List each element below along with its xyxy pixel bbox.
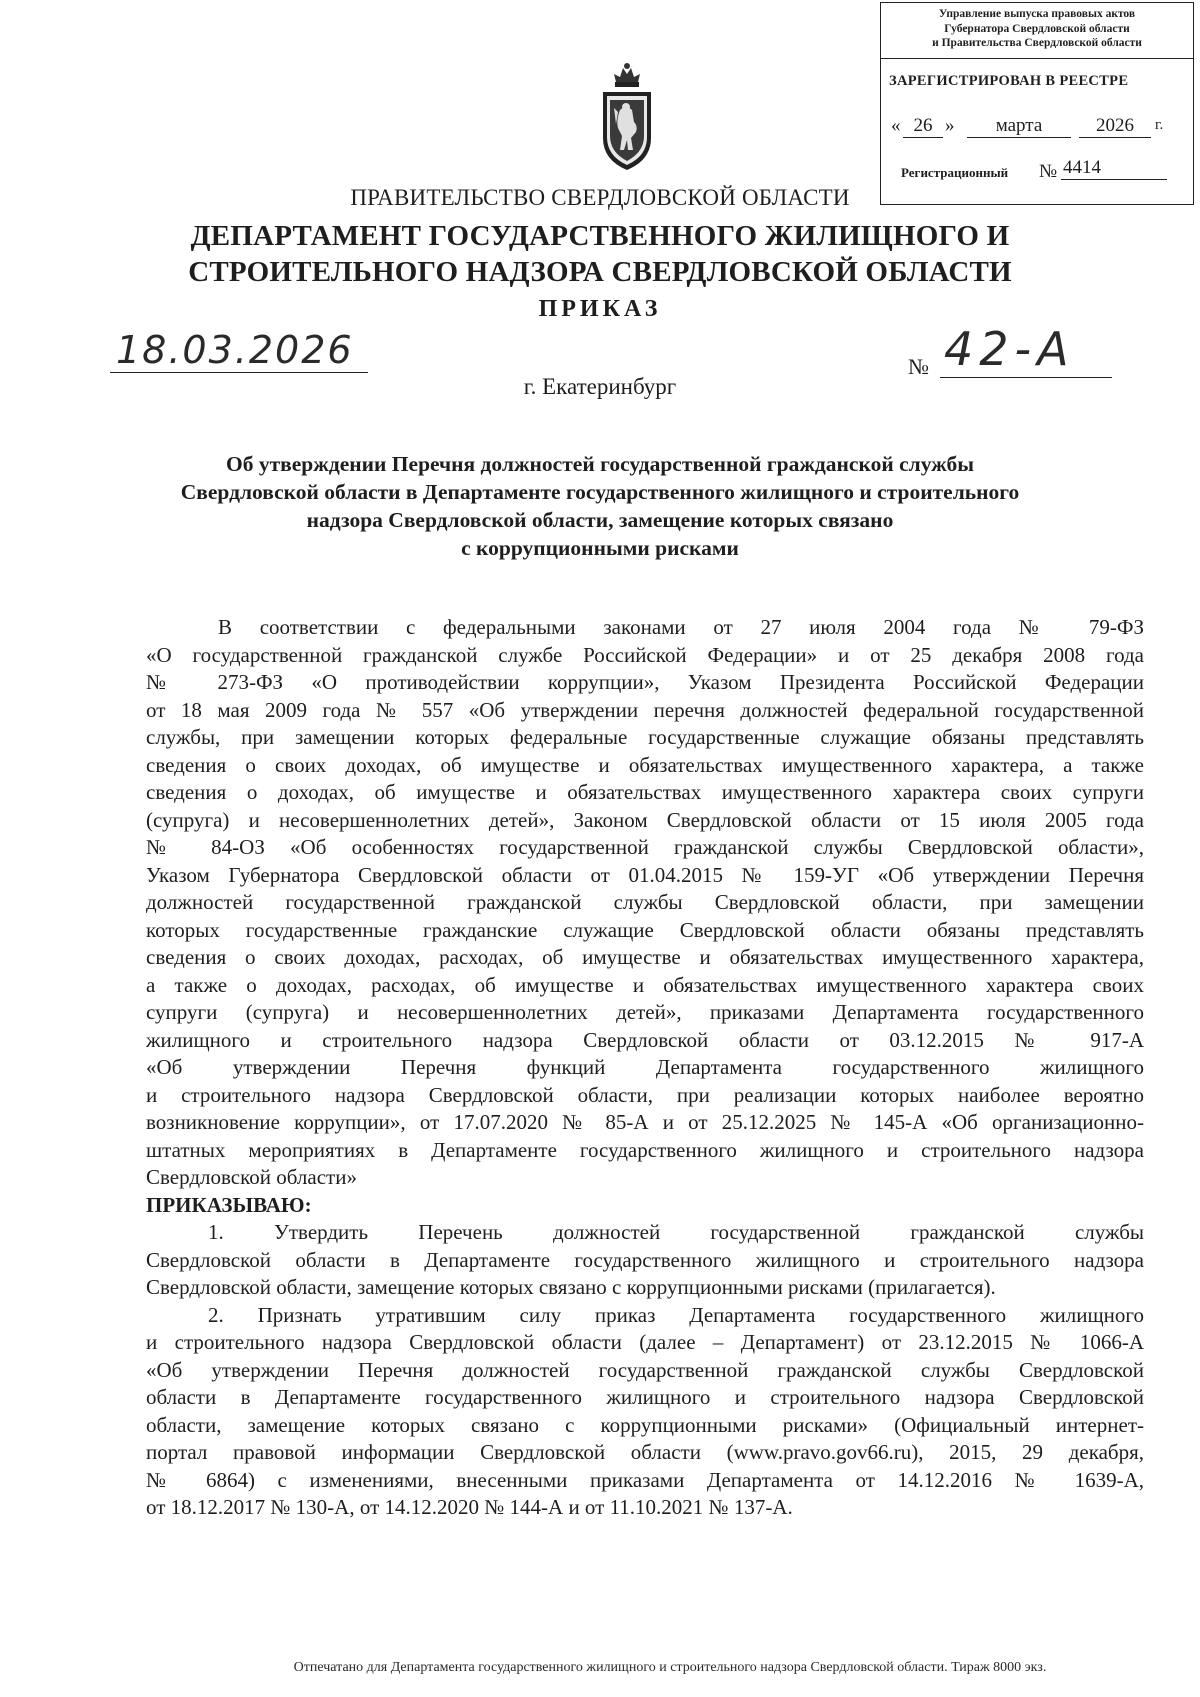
number-sign: №	[908, 354, 929, 379]
text-line: которых государственные гражданские служащие Свердловской области обязаны представлять	[146, 917, 1144, 942]
text-line: и строительного надзора Свердловской области, при реализации которых наиболее вероятно	[146, 1082, 1144, 1107]
item-2-line: области, замещение которых связано с коррупционными рисками» (Официальный интернет-	[146, 1412, 1144, 1437]
stamp-date-close-quote: »	[945, 115, 955, 136]
stamp-regno-value: 4414	[1061, 157, 1167, 180]
print-footer: Отпечатано для Департамента государственного жилищного и строительного надзора Свердловской области. Тираж 8000 экз.	[293, 1660, 1047, 1675]
registration-stamp	[880, 2, 1194, 205]
text-line: «О государственной гражданской службе Российской Федерации» и от 25 декабря 2008 года	[146, 642, 1144, 667]
text-line: сведения о доходах, об имуществе и обязательствах имущественного характера своих супруги	[146, 780, 1144, 804]
stamp-header-line: Губернатора Свердловской области	[944, 22, 1130, 35]
item-2-line: и строительного надзора Свердловской области (далее – Департамент) от 23.12.2015 № 1066-А	[146, 1330, 1144, 1354]
coat-of-arms-icon	[598, 60, 656, 175]
handwritten-date: 18.03.2026	[116, 328, 354, 372]
department-name-line: СТРОИТЕЛЬНОГО НАДЗОРА СВЕРДЛОВСКОЙ ОБЛАСТИ	[188, 256, 1012, 288]
stamp-date	[891, 115, 1191, 139]
text-line: (супруга) и несовершеннолетних детей», Законом Свердловской области от 15 июля 2005 года	[146, 807, 1144, 832]
department-name-line: ДЕПАРТАМЕНТ ГОСУДАРСТВЕННОГО ЖИЛИЩНОГО И	[190, 220, 1010, 252]
item-2-line: «Об утверждении Перечня должностей государственной гражданской службы Свердловской	[146, 1357, 1144, 1382]
stamp-date-day: 26	[903, 115, 943, 138]
stamp-registered-label: ЗАРЕГИСТРИРОВАН В РЕЕСТРЕ	[889, 73, 1129, 89]
item-1-line: Свердловской области в Департаменте государственного жилищного и строительного надзора	[146, 1247, 1144, 1272]
item-2-line: области в Департаменте государственного жилищного и строительного надзора Свердловской	[146, 1385, 1144, 1409]
stamp-header	[881, 3, 1193, 59]
stamp-registration-number	[901, 157, 1191, 185]
item-2-line: 2. Признать утратившим силу приказ Департамента государственного жилищного	[208, 1302, 1144, 1327]
item-2-line: портал правовой информации Свердловской области (www.pravo.gov66.ru), 2015, 29 декабря,	[146, 1440, 1144, 1464]
text-line: № 273-ФЗ «О противодействии коррупции», Указом Президента Российской Федерации	[146, 670, 1144, 694]
text-line: Указом Губернатора Свердловской области от 01.04.2015 № 159-УГ «Об утверждении Перечня	[146, 862, 1144, 887]
text-line: службы, при замещении которых федеральные государственные служащие обязаны представлять	[146, 725, 1144, 749]
stamp-header-line: Управление выпуска правовых актов	[938, 8, 1136, 20]
text-line: Свердловской области»	[146, 1165, 357, 1189]
text-line: должностей государственной гражданской службы Свердловской области, при замещении	[146, 890, 1144, 914]
title-line: Об утверждении Перечня должностей государственной гражданской службы	[225, 452, 975, 476]
item-2-line: от 18.12.2017 № 130-А, от 14.12.2020 № 144-А и от 11.10.2021 № 137-А.	[146, 1495, 793, 1519]
document-type: ПРИКАЗ	[538, 296, 662, 322]
city: г. Екатеринбург	[523, 374, 677, 399]
government-name: ПРАВИТЕЛЬСТВО СВЕРДЛОВСКОЙ ОБЛАСТИ	[350, 185, 850, 210]
order-word: ПРИКАЗЫВАЮ:	[146, 1192, 312, 1217]
document-title	[0, 450, 1200, 562]
stamp-regno-sign: №	[1039, 161, 1058, 182]
text-line: возникновение коррупции», от 17.07.2020 № 85-А и от 25.12.2025 № 145-А «Об организационно-	[146, 1110, 1144, 1134]
preamble-paragraph	[146, 614, 1144, 1522]
title-line: Свердловской области в Департаменте государственного жилищного и строительного	[180, 480, 1020, 504]
text-line: сведения о своих доходах, об имуществе и обязательствах имущественного характера, а также	[146, 752, 1144, 777]
department-name	[0, 218, 1200, 290]
text-line: от 18 мая 2009 года № 557 «Об утверждении перечня должностей федеральной государственной	[146, 697, 1144, 722]
text-line: № 84-ОЗ «Об особенностях государственной гражданской службы Свердловской области»,	[146, 835, 1144, 859]
stamp-date-year-suffix: г.	[1155, 117, 1164, 133]
stamp-regno-label: Регистрационный	[901, 165, 1009, 180]
stamp-date-open-quote: «	[891, 115, 901, 136]
date-underline	[110, 372, 368, 373]
stamp-date-year: 2026	[1079, 115, 1151, 138]
text-line: сведения о своих доходах, расходах, об имуществе и обязательствах имущественного характера,	[146, 945, 1144, 969]
text-line: а также о доходах, расходах, об имуществе и обязательствах имущественного характера своих	[146, 972, 1144, 997]
title-line: с коррупционными рисками	[461, 536, 739, 560]
stamp-header-line: и Правительства Свердловской области	[932, 37, 1142, 49]
text-line: В соответствии с федеральными законами от 27 июля 2004 года № 79-ФЗ	[218, 615, 1144, 639]
stamp-date-month: марта	[967, 115, 1071, 138]
item-1-line: Свердловской области, замещение которых связано с коррупционными рисками (прилагается).	[146, 1275, 996, 1299]
text-line: штатных мероприятиях в Департаменте государственного жилищного и строительного надзора	[146, 1137, 1144, 1162]
text-line: «Об утверждении Перечня функций Департамента государственного жилищного	[146, 1055, 1144, 1079]
text-line: супруги (супруга) и несовершеннолетних детей», приказами Департамента государственного	[146, 1000, 1144, 1024]
text-line: жилищного и строительного надзора Свердловской области от 03.12.2015 № 917-А	[146, 1027, 1144, 1052]
handwritten-number: 42-А	[944, 322, 1075, 376]
item-1-line: 1. Утвердить Перечень должностей государственной гражданской службы	[208, 1220, 1144, 1244]
title-line: надзора Свердловской области, замещение которых связано	[306, 508, 894, 532]
item-2-line: № 6864) с изменениями, внесенными приказами Департамента от 14.12.2016 № 1639-А,	[146, 1467, 1144, 1492]
